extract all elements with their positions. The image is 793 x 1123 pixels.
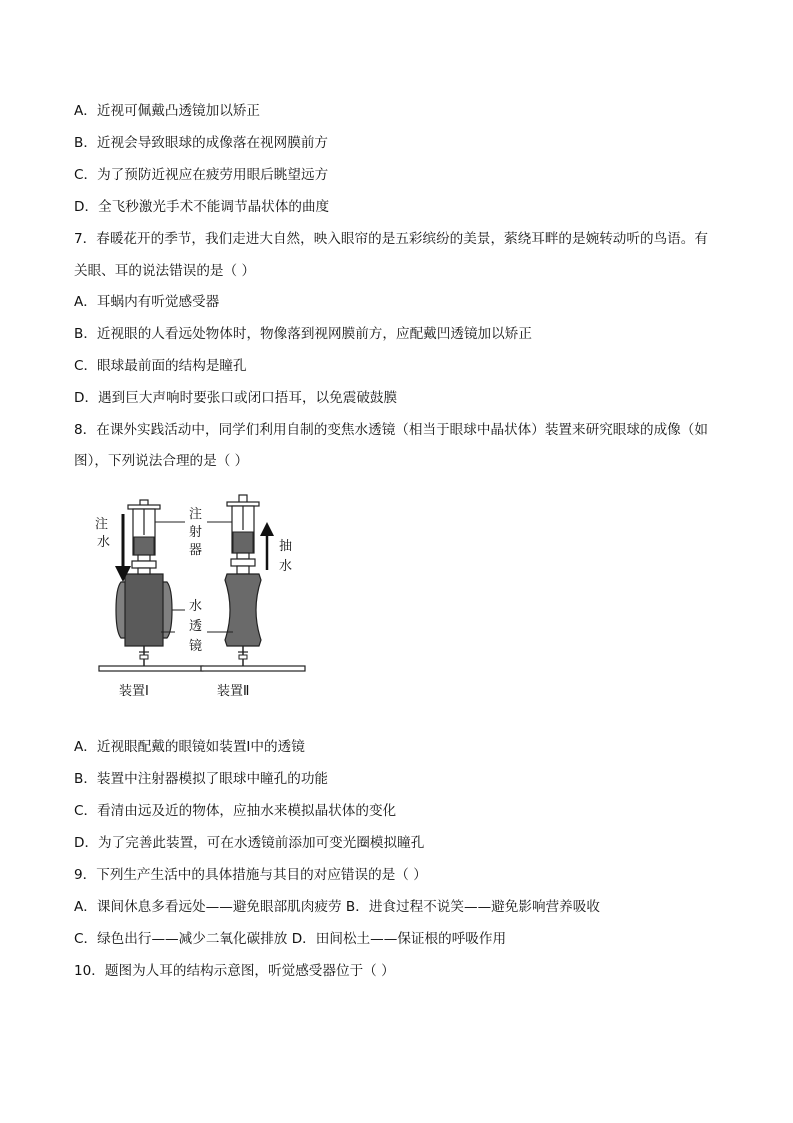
option-7c: C．眼球最前面的结构是瞳孔 bbox=[74, 358, 247, 374]
option-8b: B．装置中注射器模拟了眼球中瞳孔的功能 bbox=[74, 771, 329, 787]
label-qi: 器 bbox=[189, 543, 203, 558]
option-7d: D．遇到巨大声响时要张口或闭口捂耳，以免震破鼓膜 bbox=[74, 390, 398, 406]
option-8d: D．为了完善此装置，可在水透镜前添加可变光圈模拟瞳孔 bbox=[74, 835, 425, 851]
option-6d: D．全飞秒激光手术不能调节晶状体的曲度 bbox=[74, 199, 330, 215]
question-8-stem-2: 图），下列说法合理的是（ ） bbox=[74, 453, 249, 469]
option-8a: A．近视眼配戴的眼镜如装置Ⅰ中的透镜 bbox=[74, 739, 305, 755]
label-device-1: 装置Ⅰ bbox=[119, 684, 149, 699]
water-lens-figure bbox=[95, 490, 325, 710]
option-7a: A．耳蜗内有听觉感受器 bbox=[74, 294, 220, 310]
label-device-2: 装置Ⅱ bbox=[217, 684, 250, 699]
label-lens-3: 镜 bbox=[189, 639, 203, 654]
option-6b: B．近视会导致眼球的成像落在视网膜前方 bbox=[74, 135, 329, 151]
question-8-stem-1: 8．在课外实践活动中，同学们利用自制的变焦水透镜（相当于眼球中晶状体）装置来研究眼球的成像（如 bbox=[74, 422, 708, 438]
options-9cd: C．绿色出行——减少二氧化碳排放 D．田间松土——保证根的呼吸作用 bbox=[74, 931, 507, 947]
question-10-stem: 10．题图为人耳的结构示意图，听觉感受器位于（ ） bbox=[74, 963, 395, 979]
label-shui-1: 水 bbox=[97, 535, 111, 550]
device-2 bbox=[201, 495, 305, 671]
option-6a: A．近视可佩戴凸透镜加以矫正 bbox=[74, 103, 261, 119]
question-7-stem-2: 关眼、耳的说法错误的是（ ） bbox=[74, 263, 256, 279]
label-she: 射 bbox=[189, 525, 203, 540]
options-9ab: A．课间休息多看远处——避免眼部肌肉疲劳 B．进食过程不说笑——避免影响营养吸收 bbox=[74, 899, 600, 915]
option-8c: C．看清由远及近的物体，应抽水来模拟晶状体的变化 bbox=[74, 803, 397, 819]
label-shui-2: 水 bbox=[279, 559, 293, 574]
label-chou: 抽 bbox=[279, 539, 293, 554]
label-lens-2: 透 bbox=[189, 619, 203, 634]
label-zhu-2: 注 bbox=[189, 507, 203, 522]
question-7-stem-1: 7．春暖花开的季节，我们走进大自然，映入眼帘的是五彩缤纷的美景，萦绕耳畔的是婉转动听的鸟语。有 bbox=[74, 231, 708, 247]
device-1 bbox=[99, 500, 203, 671]
label-lens-1: 水 bbox=[189, 599, 203, 614]
option-6c: C．为了预防近视应在疲劳用眼后眺望远方 bbox=[74, 167, 329, 183]
question-9-stem: 9．下列生产生活中的具体措施与其目的对应错误的是（ ） bbox=[74, 867, 427, 883]
concave-water-lens bbox=[225, 574, 261, 646]
label-zhu: 注 bbox=[95, 517, 109, 532]
option-7b: B．近视眼的人看远处物体时，物像落到视网膜前方，应配戴凹透镜加以矫正 bbox=[74, 326, 532, 342]
